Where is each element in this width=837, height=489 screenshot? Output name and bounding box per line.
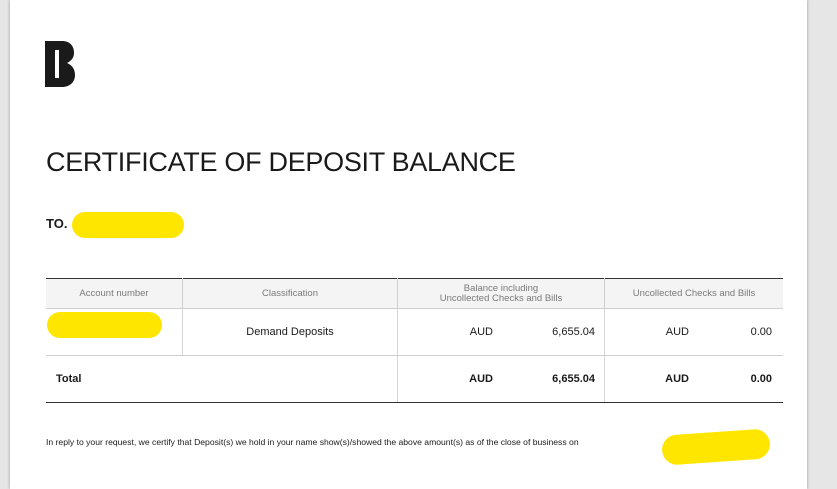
header-classification: Classification	[183, 279, 398, 309]
document-page	[10, 0, 807, 489]
redacted-date	[661, 428, 771, 465]
total-uncollected-currency: AUD	[605, 356, 690, 403]
balance-amount-cell: 6,655.04	[499, 309, 605, 356]
certification-statement: In reply to your request, we certify that Deposit(s) we hold in your name show(s)/showed the above amount(s) as of the close of business on	[46, 437, 579, 447]
redacted-recipient	[72, 212, 184, 238]
bank-logo	[45, 41, 75, 87]
uncollected-currency-cell: AUD	[605, 309, 690, 356]
header-balance-line2: Uncollected Checks and Bills	[439, 292, 563, 304]
header-balance	[398, 279, 605, 309]
table-header-row	[46, 279, 783, 309]
header-account-number: Account number	[46, 279, 183, 309]
document-title: CERTIFICATE OF DEPOSIT BALANCE	[46, 147, 516, 177]
classification-cell: Demand Deposits	[183, 309, 398, 356]
total-label: Total	[46, 356, 398, 403]
uncollected-amount-cell: 0.00	[689, 309, 783, 356]
balance-table	[46, 278, 783, 403]
total-balance-currency: AUD	[398, 356, 500, 403]
header-uncollected: Uncollected Checks and Bills	[605, 279, 784, 309]
redacted-account-number	[47, 312, 162, 338]
total-uncollected-amount: 0.00	[689, 356, 783, 403]
total-row	[46, 356, 783, 403]
recipient-label: TO.	[46, 216, 68, 231]
balance-currency-cell: AUD	[398, 309, 500, 356]
total-balance-amount: 6,655.04	[499, 356, 605, 403]
header-balance-line1: Balance including	[463, 282, 539, 294]
